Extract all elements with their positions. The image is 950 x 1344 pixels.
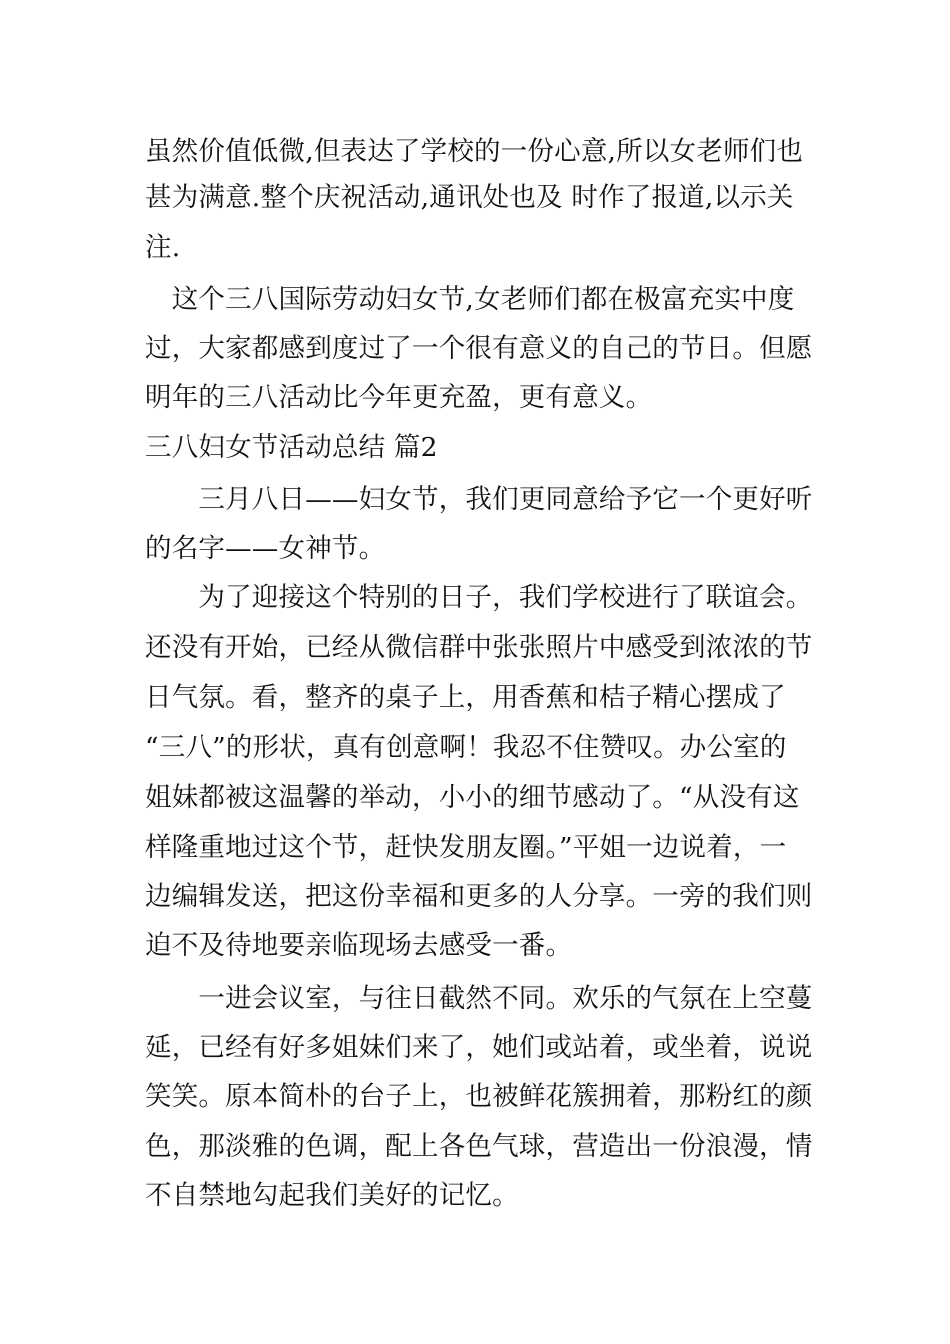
text-line: 样隆重地过这个节，赶快发朋友圈。”平姐一边说着，一 — [145, 832, 787, 863]
text-line: 迫不及待地要亲临现场去感受一番。 — [145, 930, 573, 961]
text-line: 笑笑。原本简朴的台子上，也被鲜花簇拥着，那粉红的颜 — [145, 1081, 813, 1112]
text-line: 虽然价值低微,但表达了学校的一份心意,所以女老师们也 — [145, 136, 804, 167]
text-line: 三月八日——妇女节，我们更同意给予它一个更好听 — [145, 484, 813, 515]
text-line: 为了迎接这个特别的日子，我们学校进行了联谊会。 — [145, 582, 813, 613]
text-line: 不自禁地勾起我们美好的记忆。 — [145, 1180, 519, 1211]
text-line: 过，大家都感到度过了一个很有意义的自己的节日。但愿 — [145, 333, 813, 364]
text-line: 一进会议室，与往日截然不同。欢乐的气氛在上空蔓 — [145, 983, 813, 1014]
section-heading: 三八妇女节活动总结 篇2 — [145, 432, 438, 463]
text-line: 姐妹都被这温馨的举动，小小的细节感动了。“从没有这 — [145, 782, 800, 813]
text-line: 边编辑发送，把这份幸福和更多的人分享。一旁的我们则 — [145, 881, 813, 912]
text-line: 色，那淡雅的色调，配上各色气球，营造出一份浪漫，情 — [145, 1131, 813, 1162]
text-line: 延，已经有好多姐妹们来了，她们或站着，或坐着，说说 — [145, 1032, 813, 1063]
text-line: 明年的三八活动比今年更充盈，更有意义。 — [145, 382, 653, 413]
text-line: “三八”的形状，真有创意啊！我忍不住赞叹。办公室的 — [145, 732, 787, 763]
text-line: 日气氛。看，整齐的桌子上，用香蕉和桔子精心摆成了 — [145, 682, 786, 713]
text-line: 的名字——女神节。 — [145, 533, 386, 564]
text-line: 甚为满意.整个庆祝活动,通讯处也及 时作了报道,以示关 — [145, 182, 794, 213]
text-line: 还没有开始，已经从微信群中张张照片中感受到浓浓的节 — [145, 632, 813, 663]
text-line: 这个三八国际劳动妇女节,女老师们都在极富充实中度 — [145, 284, 795, 315]
text-line: 注. — [145, 232, 181, 263]
